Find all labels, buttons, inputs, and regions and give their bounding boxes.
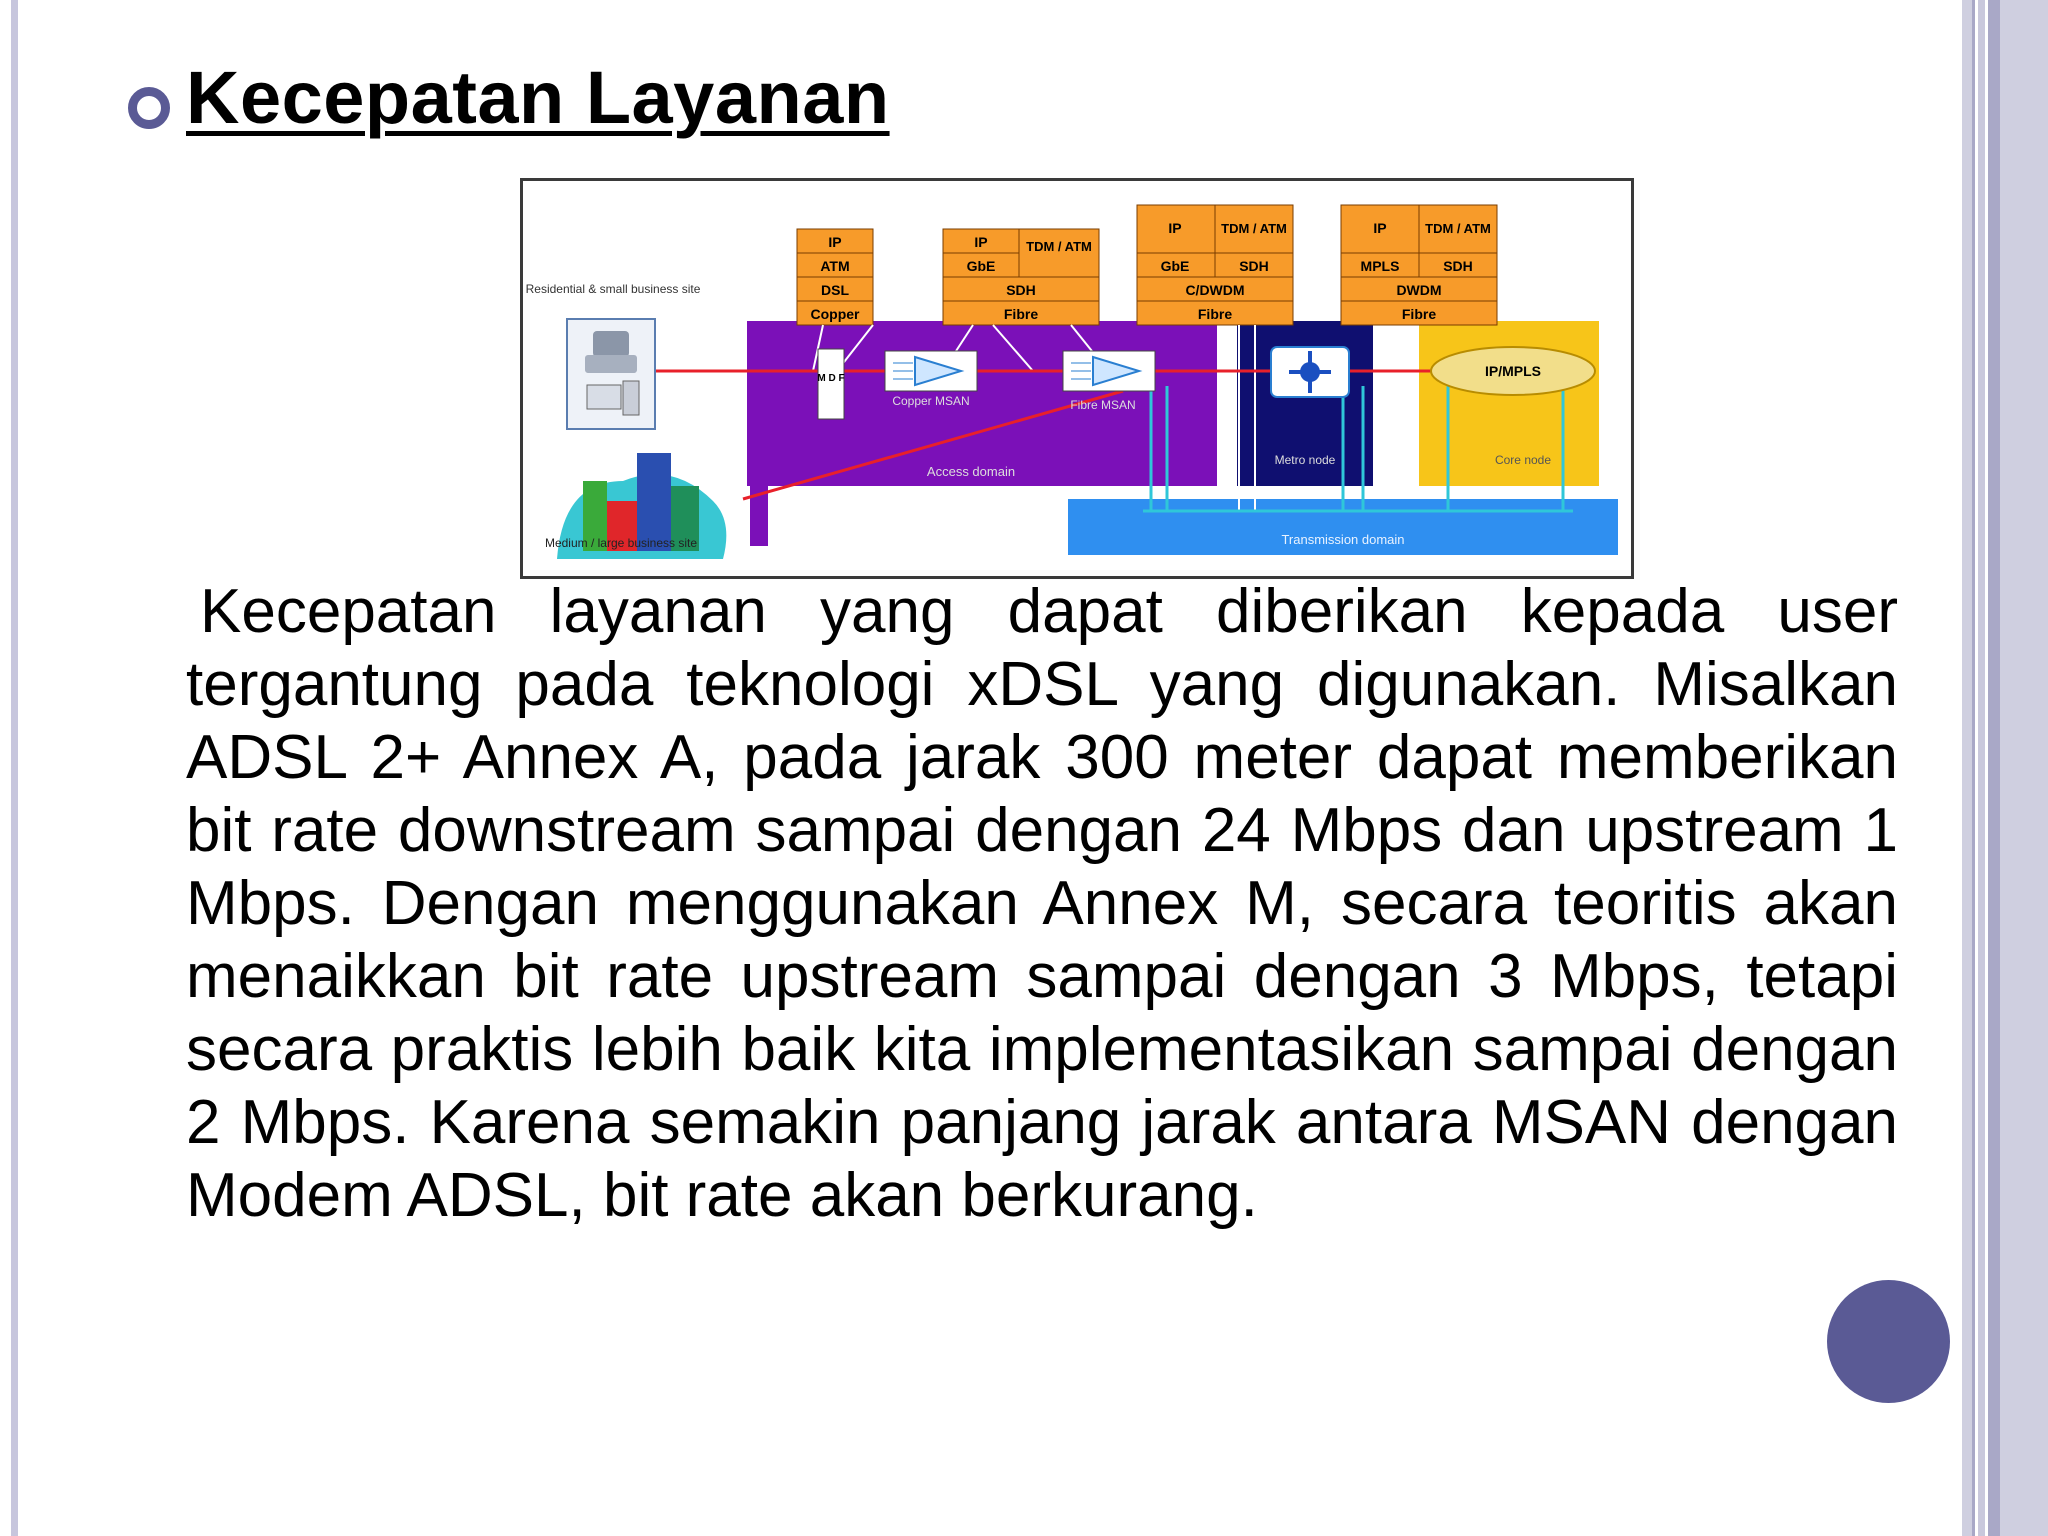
mdf-label: M D F	[817, 373, 845, 384]
stack3-sdh: SDH	[1239, 258, 1269, 274]
stack2-sdh: SDH	[1006, 282, 1036, 298]
network-diagram	[520, 178, 1634, 579]
medium-site-label: Medium / large business site	[544, 536, 698, 550]
stack2-gbe: GbE	[966, 258, 996, 274]
stack4-tdm: TDM / ATM	[1425, 221, 1491, 236]
right-border-band	[1988, 0, 2000, 1536]
stack3-cdwdm: C/DWDM	[1185, 282, 1245, 298]
metro-node-label: Metro node	[1274, 453, 1336, 467]
stack1-copper: Copper	[810, 306, 860, 322]
left-border-line	[11, 0, 18, 1536]
stack4-mpls: MPLS	[1360, 258, 1400, 274]
stack2-fibre: Fibre	[1003, 306, 1039, 322]
right-border-band	[1978, 0, 1985, 1536]
body-paragraph: Kecepatan layanan yang dapat diberikan kepada user tergantung pada teknologi xDSL yang digunakan. Misalkan ADSL 2+ Annex A, pada jarak 300 meter dapat memberikan bit rate downstream sampai dengan 24 Mbps dan upstream 1 Mbps. Dengan menggunakan Annex M, secara teoritis akan menaikkan bit rate upstream sampai dengan 3 Mbps, tetapi secara praktis lebih baik kita implementasikan sampai dengan 2 Mbps. Karena semakin panjang jarak antara MSAN dengan Modem ADSL, bit rate akan berkurang.	[186, 577, 1898, 1230]
stack3-ip: IP	[1168, 220, 1182, 236]
stack2-tdm: TDM / ATM	[1026, 239, 1092, 254]
stack3-fibre: Fibre	[1197, 306, 1233, 322]
fibre-msan-icon	[1063, 351, 1155, 391]
stack4-sdh: SDH	[1443, 258, 1473, 274]
residential-site-label: Residential & small business site	[525, 282, 701, 296]
stack4-fibre: Fibre	[1401, 306, 1437, 322]
access-domain-label: Access domain	[926, 464, 1016, 479]
transmission-domain-label: Transmission domain	[1281, 532, 1405, 547]
protocol-stack-3	[1137, 205, 1293, 325]
protocol-stack-1	[797, 229, 873, 325]
right-border-band	[2000, 0, 2048, 1536]
stack3-tdm: TDM / ATM	[1221, 221, 1287, 236]
protocol-stack-2	[943, 229, 1099, 325]
stack3-gbe: GbE	[1160, 258, 1190, 274]
stack1-atm: ATM	[820, 258, 850, 274]
protocol-stack-4	[1341, 205, 1497, 325]
mdf-box	[818, 349, 844, 419]
stack2-ip: IP	[974, 234, 988, 250]
stack4-dwdm: DWDM	[1396, 282, 1442, 298]
copper-msan-label: Copper MSAN	[892, 394, 970, 408]
ip-mpls-label: IP/MPLS	[1484, 363, 1542, 379]
stack4-ip: IP	[1373, 220, 1387, 236]
copper-msan-icon	[885, 351, 977, 391]
slide-title: Kecepatan Layanan	[186, 56, 890, 139]
decorative-circle	[1827, 1280, 1950, 1403]
stack1-ip: IP	[828, 234, 842, 250]
right-border-band	[1962, 0, 1972, 1536]
stack1-dsl: DSL	[821, 282, 849, 298]
title-bullet-icon	[128, 87, 170, 129]
core-node-label: Core node	[1494, 453, 1552, 467]
fibre-msan-label: Fibre MSAN	[1070, 398, 1136, 412]
router-icon	[1271, 347, 1349, 397]
residential-site-icon	[567, 319, 655, 429]
